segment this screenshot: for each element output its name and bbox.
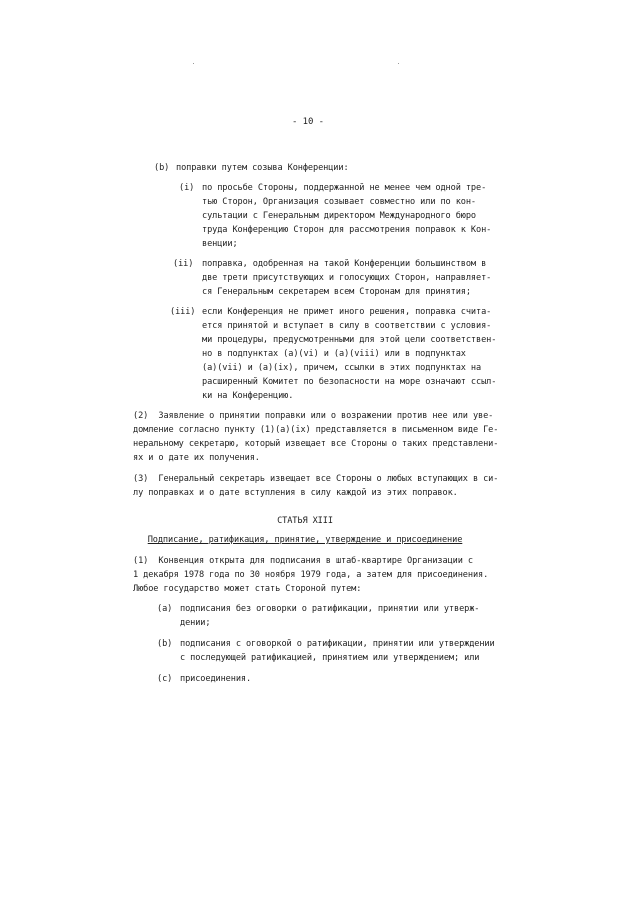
para-2-line: домление согласно пункту (1)(a)(ix) представляется в письменном виде Ге- <box>133 425 499 435</box>
article-title: СТАТЬЯ XIII <box>277 516 333 526</box>
para-1-line: (1) Конвенция открыта для подписания в штаб-квартире Организации с <box>133 556 473 566</box>
item-i-line: труда Конференцию Сторон для рассмотрения поправок к Кон- <box>202 225 492 235</box>
para-3-line: (3) Генеральный секретарь извещает все Стороны о любых вступающих в си- <box>133 474 499 484</box>
item-iii-line: если Конференция не примет иного решения, поправка счита- <box>202 307 492 317</box>
article-subtitle: Подписание, ратификация, принятие, утверждение и присоединение <box>147 535 463 545</box>
item-ii-line: ся Генеральным секретарем всем Сторонам для принятия; <box>202 287 471 297</box>
item-iii-line: ки на Конференцию. <box>202 391 294 401</box>
item-iii-label: (iii) <box>170 307 196 317</box>
scan-speck <box>193 63 194 64</box>
scan-speck <box>398 63 399 64</box>
item-i-label: (i) <box>179 183 195 193</box>
option-c-text: присоединения. <box>180 674 252 684</box>
article-subtitle-wrap <box>140 535 470 546</box>
item-iii-line: расширенный Комитет по безопасности на море означают ссыл- <box>202 377 497 387</box>
option-b-line: подписания с оговоркой о ратификации, принятии или утверждении <box>180 639 495 649</box>
para-2-line: (2) Заявление о принятии поправки или о возражении против нее или уве- <box>133 411 494 421</box>
item-iii-line: ми процедуры, предусмотренными для этой цели соответствен- <box>202 335 497 345</box>
option-a-label: (a) <box>157 604 173 614</box>
item-i-line: тью Сторон, Организация созывает совместно или по кон- <box>202 197 476 207</box>
item-iii-line: ется принятой и вступает в силу в соответствии с условия- <box>202 321 492 331</box>
item-i-line: сультации с Генеральным директором Международного бюро <box>202 211 476 221</box>
item-iii-line: (a)(vii) и (a)(ix), причем, ссылки в этих подпунктах на <box>202 363 482 373</box>
item-ii-line: две трети присутствующих и голосующих Сторон, направляет- <box>202 273 492 283</box>
option-b-line: с последующей ратификацией, принятием или утверждением; или <box>180 653 480 663</box>
page-number: - 10 - <box>292 117 324 127</box>
option-a-line: дении; <box>180 618 211 628</box>
option-a-line: подписания без оговорки о ратификации, принятии или утверж- <box>180 604 480 614</box>
para-1-line: 1 декабря 1978 года по 30 ноября 1979 года, а затем для присоединения. <box>133 570 489 580</box>
para-b-label: (b) <box>154 163 170 173</box>
option-c-label: (c) <box>157 674 173 684</box>
item-i-line: венции; <box>202 239 238 249</box>
option-b-label: (b) <box>157 639 173 649</box>
item-ii-label: (ii) <box>173 259 194 269</box>
para-1-line: Любое государство может стать Стороной путем: <box>133 584 362 594</box>
para-2-line: неральному секретарю, который извещает все Стороны о таких представлени- <box>133 439 499 449</box>
para-3-line: лу поправках и о дате вступления в силу каждой из этих поправок. <box>133 488 458 498</box>
item-ii-line: поправка, одобренная на такой Конференции большинством в <box>202 259 487 269</box>
para-2-line: ях и о дате их получения. <box>133 453 260 463</box>
item-iii-line: но в подпунктах (a)(vi) и (a)(viii) или в подпунктах <box>202 349 466 359</box>
item-i-line: по просьбе Стороны, поддержанной не менее чем одной тре- <box>202 183 487 193</box>
para-b-text: поправки путем созыва Конференции: <box>176 163 349 173</box>
